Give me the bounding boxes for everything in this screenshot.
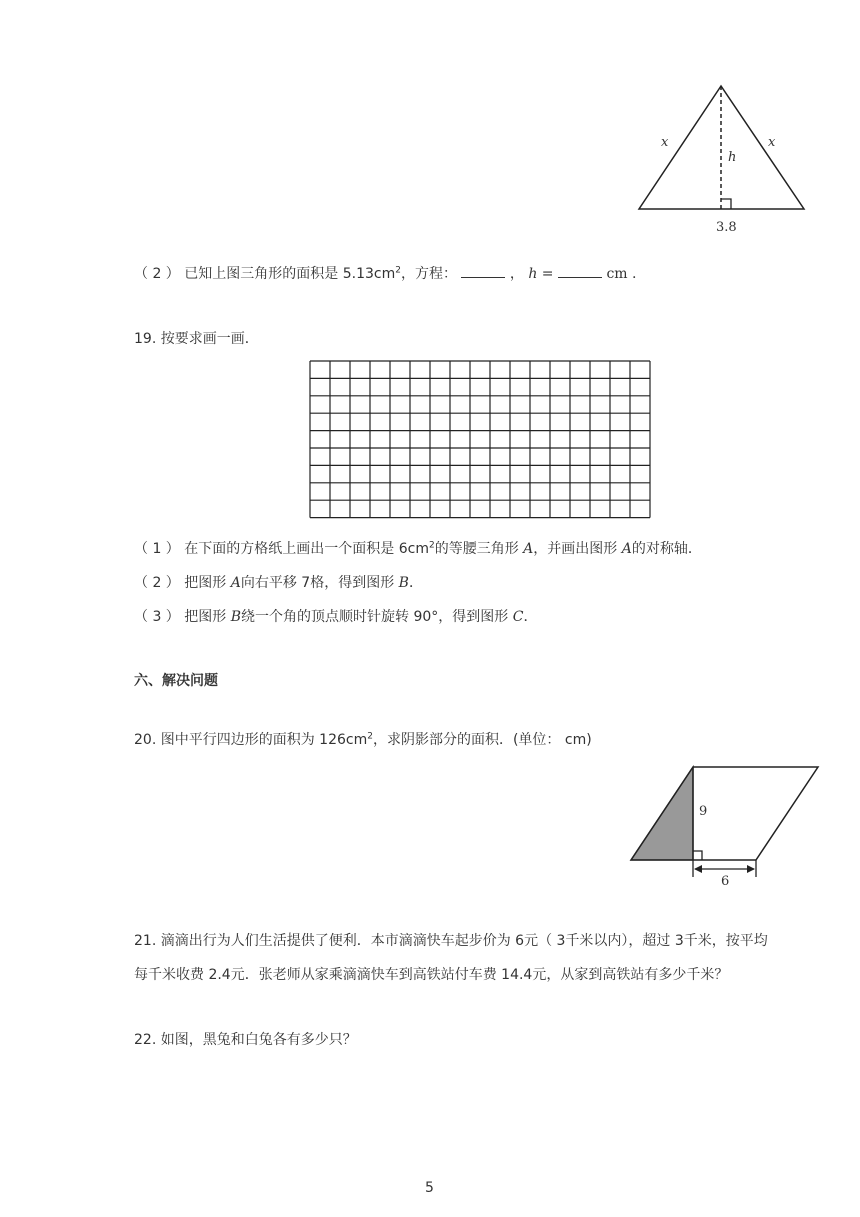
dimension-arrow-left: [694, 865, 702, 873]
q18-part2-sup: 2: [395, 265, 401, 276]
q19-part1-text2: 的等腰三角形: [434, 541, 524, 557]
triangle-base-label: 3.8: [716, 220, 737, 235]
parallelogram-base-label: 6: [721, 874, 730, 889]
q19-part2-paren: （ 2 ）: [134, 575, 180, 591]
q19-part1-text4: 的对称轴．: [631, 541, 702, 557]
q19-part1-sup: 2: [428, 540, 435, 551]
q20-sup: 2: [367, 731, 373, 742]
q22-text: 22. 如图，黑兔和白兔各有多少只？: [134, 1032, 357, 1048]
q19-part2-var2: B: [398, 575, 409, 591]
dimension-arrow-right: [747, 865, 755, 873]
q19-part3-text: 把图形: [184, 609, 231, 625]
q21-line2: 每千米收费 2.4元．张老师从家乘滴滴快车到高铁站付车费 14.4元，从家到高铁站有多少千米？: [134, 967, 729, 983]
q19-part1-var2: A: [621, 541, 632, 557]
q19-part3-text2: 绕一个角的顶点顺时针旋转 90°，得到图形: [241, 609, 513, 625]
q19-title: 19. 按要求画一画．: [134, 331, 259, 347]
q19-part2-text: 把图形: [184, 575, 231, 591]
q18-part2-comma: ，: [509, 266, 524, 282]
triangle-left-side-label: x: [661, 135, 669, 150]
q20-text-b: ，求阴影部分的面积．(单位： cm): [372, 732, 592, 748]
parallelogram-height-label: 9: [699, 804, 708, 819]
q19-part3-paren: （ 3 ）: [134, 609, 180, 625]
q19-part1-text3: ，并画出图形: [533, 541, 622, 557]
q19-part2-var: A: [230, 575, 241, 591]
right-angle-mark: [693, 851, 702, 860]
triangle-right-side-label: x: [768, 135, 776, 150]
q20-text-a: 20. 图中平行四边形的面积为 126cm: [134, 732, 368, 748]
q18-part2-text-b: ，方程：: [400, 266, 457, 282]
q18-part2-text-a: 已知上图三角形的面积是 5.13cm: [184, 266, 396, 282]
section-title: 六、解决问题: [134, 673, 218, 689]
q18-h-var: h: [528, 266, 538, 282]
q19-part2-text2: 向右平移 7格，得到图形: [240, 575, 399, 591]
q18-part2-paren: （ 2 ）: [134, 266, 180, 282]
q18-unit: cm .: [606, 266, 637, 282]
q19-part3-var2: C: [512, 609, 524, 625]
q18-eq: =: [537, 266, 558, 282]
q19-part1-paren: （ 1 ）: [134, 541, 180, 557]
triangle-height-label: h: [728, 150, 737, 165]
page-number: 5: [425, 1180, 434, 1196]
q19-part1-text: 在下面的方格纸上画出一个面积是 6cm: [184, 541, 429, 557]
q21-line1: 21. 滴滴出行为人们生活提供了便利．本市滴滴快车起步价为 6元（ 3千米以内），超过 3千米，按平均: [134, 933, 768, 949]
q19-part2-text3: ．: [408, 575, 423, 591]
q19-part3-var: B: [230, 609, 242, 625]
q19-part3-text3: ．: [523, 609, 538, 625]
q19-part1-var: A: [523, 541, 534, 557]
